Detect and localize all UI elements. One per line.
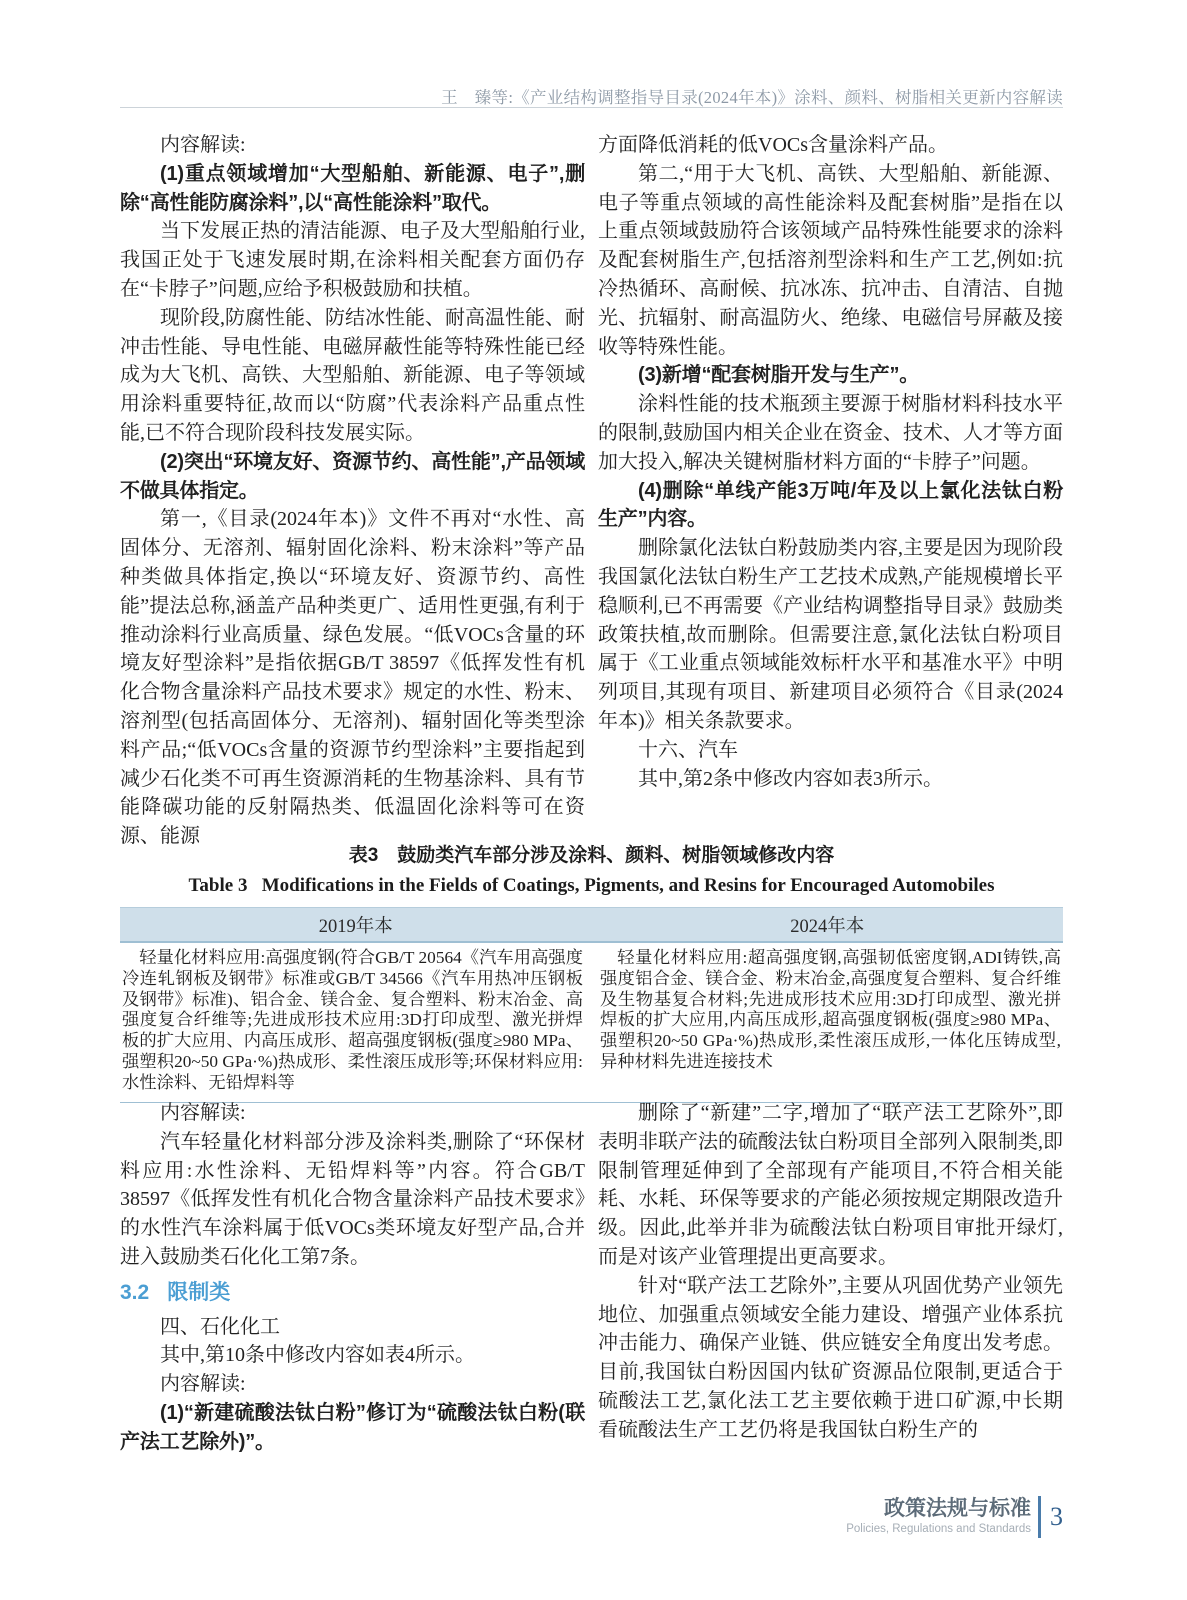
paragraph: 现阶段,防腐性能、防结冰性能、耐高温性能、耐冲击性能、导电性能、电磁屏蔽性能等特殊性能已经成为大飞机、高铁、大型船舶、新能源、电子等领域用涂料重要特征,故而以“防腐”代表涂料产品重点性能,已不符合现阶段科技发展实际。 xyxy=(120,306,585,444)
top-column-left xyxy=(120,131,585,851)
section-number: 3.2 xyxy=(120,1280,150,1304)
table-title-zh: 表3 鼓励类汽车部分涉及涂料、颜料、树脂领域修改内容 xyxy=(348,845,835,866)
paragraph: 内容解读: xyxy=(160,1373,246,1396)
running-title: 王 臻等:《产业结构调整指导目录(2024年本)》涂料、颜料、树脂相关更新内容解读 xyxy=(441,88,1063,107)
paragraph: (1)重点领域增加“大型船舶、新能源、电子”,删除“高性能防腐涂料”,以“高性能涂料”取代。 xyxy=(120,162,585,214)
section-label: 限制类 xyxy=(167,1280,231,1304)
paragraph: 涂料性能的技术瓶颈主要源于树脂材料科技水平的限制,鼓励国内相关企业在资金、技术、人才等方面加大投入,解决关键树脂材料方面的“卡脖子”问题。 xyxy=(598,393,1063,473)
table-title-en: Table 3 Modifications in the Fields of Coatings, Pigments, and Resins for Encouraged Automobiles xyxy=(188,875,995,896)
bottom-column-left xyxy=(120,1099,585,1457)
paragraph: 其中,第2条中修改内容如表3所示。 xyxy=(638,767,943,790)
table3 xyxy=(120,840,1063,1103)
page-footer xyxy=(846,1496,1063,1538)
paragraph: (3)新增“配套树脂开发与生产”。 xyxy=(638,364,920,387)
paragraph: 汽车轻量化材料部分涉及涂料类,删除了“环保材料应用:水性涂料、无铅焊料等”内容。符合GB/T 38597《低挥发性有机化合物含量涂料产品技术要求》的水性汽车涂料属于低VOCs类环境友好型产品,合并进入鼓励类石化化工第7条。 xyxy=(120,1130,585,1268)
paragraph: 方面降低消耗的低VOCs含量涂料产品。 xyxy=(598,134,949,156)
section-heading xyxy=(120,1279,585,1308)
table-header-row xyxy=(120,907,1063,943)
footer-title-zh: 政策法规与标准 xyxy=(884,1497,1031,1520)
paragraph: 内容解读: xyxy=(160,1102,246,1124)
table-col-header-2019: 2019年本 xyxy=(318,916,393,937)
paragraph: 内容解读: xyxy=(160,134,246,156)
header-rule xyxy=(120,107,1063,108)
paragraph: 其中,第10条中修改内容如表4所示。 xyxy=(160,1344,475,1367)
table-col-header-2024: 2024年本 xyxy=(790,916,865,937)
footer-text xyxy=(846,1497,1031,1537)
paragraph: (2)突出“环境友好、资源节约、高性能”,产品领域不做具体指定。 xyxy=(120,450,585,502)
paragraph: (4)删除“单线产能3万吨/年及以上氯化法钛白粉生产”内容。 xyxy=(598,479,1063,531)
footer-title-en: Policies, Regulations and Standards xyxy=(846,1523,1031,1535)
paragraph: (1)“新建硫酸法钛白粉”修订为“硫酸法钛白粉(联产法工艺除外)”。 xyxy=(120,1401,585,1453)
paragraph: 当下发展正热的清洁能源、电子及大型船舶行业,我国正处于飞速发展时期,在涂料相关配套方面仍存在“卡脖子”问题,应给予积极鼓励和扶植。 xyxy=(120,220,585,300)
paragraph: 第二,“用于大飞机、高铁、大型船舶、新能源、电子等重点领域的高性能涂料及配套树脂”是指在以上重点领域鼓励符合该领域产品特殊性能要求的涂料及配套树脂生产,包括溶剂型涂料和生产工艺,例如:抗冷热循环、高耐候、抗冰冻、抗冲击、自清洁、自抛光、抗辐射、耐高温防火、绝缘、电磁信号屏蔽及接收等特殊性能。 xyxy=(598,162,1063,358)
top-columns xyxy=(120,131,1063,851)
page-number: 3 xyxy=(1050,1502,1063,1531)
table-cell-2024: 轻量化材料应用:超高强度钢,高强韧低密度钢,ADI铸铁,高强度铝合金、镁合金、粉末冶金,高强度复合塑料、复合纤维及生物基复合材料;先进成形技术应用:3D打印成型、激光拼焊板的扩大应用,内高压成形,超高强度钢板(强度≥980 MPa、强塑积20~50 GPa·%)热成形,柔性滚压成形,一体化压铸成型,异种材料先进连接技术 xyxy=(600,948,1061,1071)
footer-divider xyxy=(1038,1496,1041,1538)
paragraph: 四、石化化工 xyxy=(160,1315,280,1338)
paragraph: 删除氯化法钛白粉鼓励类内容,主要是因为现阶段我国氯化法钛白粉生产工艺技术成熟,产能规模增长平稳顺利,已不再需要《产业结构调整指导目录》鼓励类政策扶植,故而删除。但需要注意,氯化法钛白粉项目属于《工业重点领域能效标杆水平和基准水平》中明列项目,其现有项目、新建项目必须符合《目录(2024年本)》相关条款要求。 xyxy=(598,537,1063,732)
table-body-row xyxy=(120,943,1063,1103)
paragraph: 第一,《目录(2024年本)》文件不再对“水性、高固体分、无溶剂、辐射固化涂料、粉末涂料”等产品种类做具体指定,换以“环境友好、资源节约、高性能”提法总称,涵盖产品种类更广、适用性更强,有利于推动涂料行业高质量、绿色发展。“低VOCs含量的环境友好型涂料”是指依据GB/T 38597《低挥发性有机化合物含量涂料产品技术要求》规定的水性、粉末、溶剂型(包括高固体分、无溶剂)、辐射固化等类型涂料产品;“低VOCs含量的资源节约型涂料”主要指起到减少石化类不可再生资源消耗的生物基涂料、具有节能降碳功能的反射隔热类、低温固化涂料等可在资源、能源 xyxy=(120,508,585,848)
top-column-right xyxy=(598,131,1063,851)
paragraph: 删除了“新建”二字,增加了“联产法工艺除外”,即表明非联产法的硫酸法钛白粉项目全部列入限制类,即限制管理延伸到了全部现有产能项目,不符合相关能耗、水耗、环保等要求的产能必须按规定期限改造升级。因此,此举并非为硫酸法钛白粉项目审批开绿灯,而是对该产业管理提出更高要求。 xyxy=(598,1102,1063,1268)
table-cell-2019: 轻量化材料应用:高强度钢(符合GB/T 20564《汽车用高强度冷连轧钢板及钢带》标准或GB/T 34566《汽车用热冲压钢板及钢带》标准)、铝合金、镁合金、复合塑料、粉末冶金、高强度复合纤维等;先进成形技术应用:3D打印成型、激光拼焊板的扩大应用、内高压成形、超高强度钢板(强度≥980 MPa、强塑积20~50 GPa·%)热成形、柔性滚压成形等;环保材料应用:水性涂料、无铅焊料等 xyxy=(122,948,583,1092)
bottom-column-right xyxy=(598,1099,1063,1457)
bottom-columns xyxy=(120,1099,1063,1457)
paragraph: 针对“联产法工艺除外”,主要从巩固优势产业领先地位、加强重点领域安全能力建设、增强产业体系抗冲击能力、确保产业链、供应链安全角度出发考虑。目前,我国钛白粉因国内钛矿资源品位限制,更适合于硫酸法工艺,氯化法工艺主要依赖于进口矿源,中长期看硫酸法生产工艺仍将是我国钛白粉生产的 xyxy=(598,1274,1063,1441)
paragraph: 十六、汽车 xyxy=(638,738,738,761)
